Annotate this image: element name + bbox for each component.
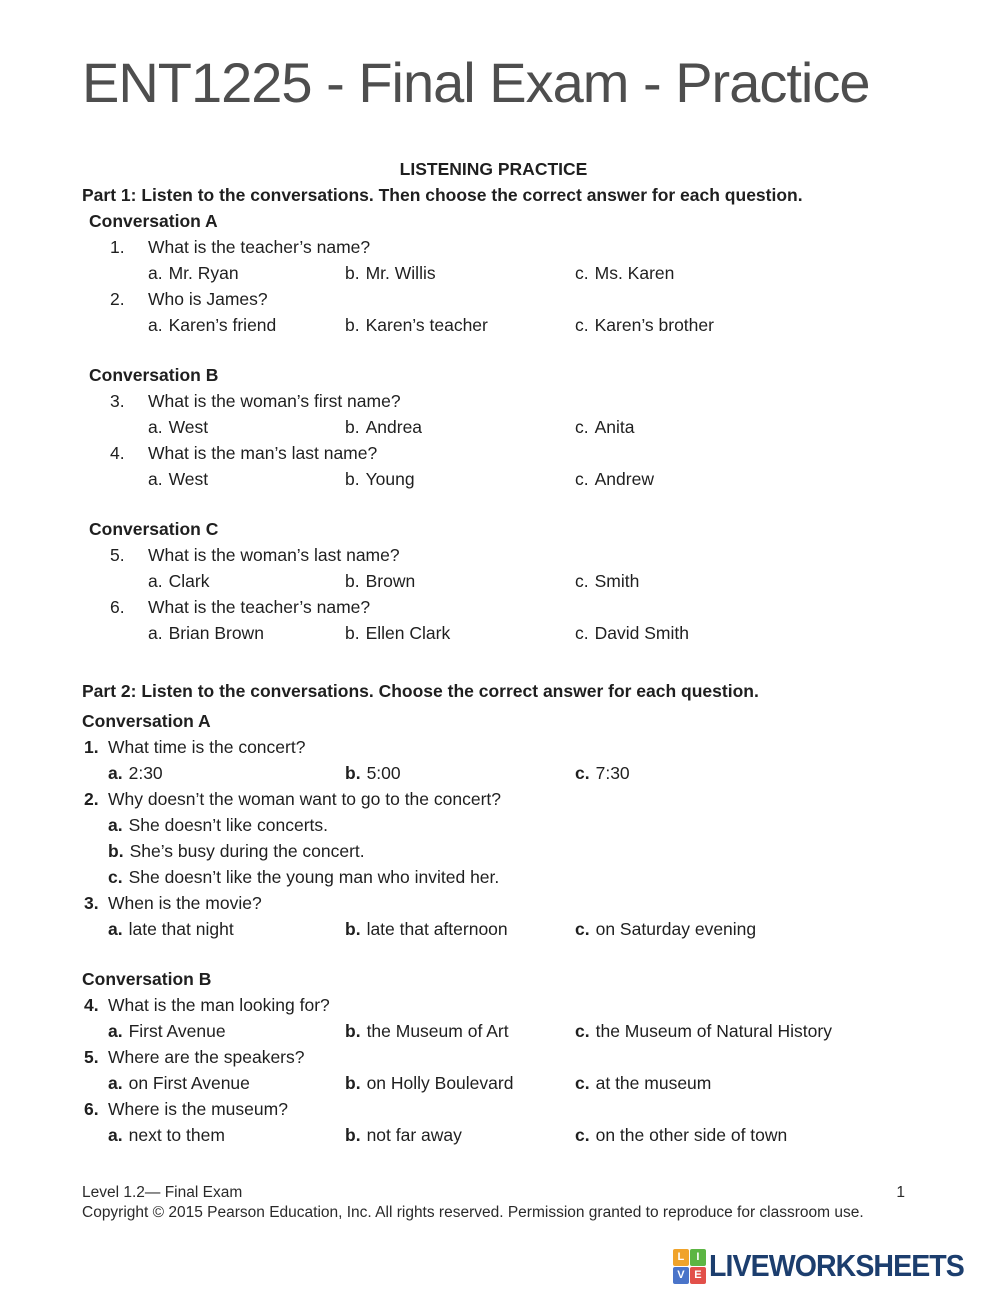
question-line — [82, 890, 905, 916]
option-text: Clark — [168, 571, 210, 591]
conversation-section — [82, 208, 905, 338]
option-text: She doesn’t like the young man who invited her. — [128, 867, 500, 887]
option-text: at the museum — [595, 1073, 712, 1093]
options-row — [82, 760, 905, 786]
option-text: the Museum of Art — [366, 1021, 509, 1041]
option-letter: c. — [575, 1021, 590, 1041]
question-number: 3. — [84, 893, 99, 913]
question — [82, 992, 905, 1044]
question-number: 1. — [84, 737, 99, 757]
question-text: What is the man’s last name? — [148, 443, 378, 463]
question — [82, 440, 905, 492]
logo-text: LIVEWORKSHEETS — [708, 1248, 964, 1283]
listening-practice-heading: LISTENING PRACTICE — [399, 159, 588, 179]
option-text: Karen’s teacher — [365, 315, 488, 335]
options-row — [82, 1018, 905, 1044]
option-text: First Avenue — [128, 1021, 226, 1041]
conversation-section — [82, 708, 905, 942]
option-letter: b. — [108, 841, 124, 861]
conversation-section — [82, 362, 905, 492]
options-row — [82, 1070, 905, 1096]
option-letter: c. — [575, 919, 590, 939]
answer-option[interactable] — [575, 414, 635, 440]
answer-option[interactable] — [575, 760, 630, 786]
question-line — [82, 1044, 905, 1070]
option-text: 7:30 — [595, 763, 630, 783]
option-text: David Smith — [594, 623, 689, 643]
part-section-1 — [82, 182, 905, 646]
option-text: late that night — [128, 919, 234, 939]
option-letter: c. — [575, 263, 589, 283]
question-text: What is the woman’s last name? — [148, 545, 400, 565]
question-line — [82, 388, 905, 414]
question-text: When is the movie? — [108, 893, 262, 913]
option-text: She’s busy during the concert. — [129, 841, 365, 861]
question-line — [82, 286, 905, 312]
option-letter: a. — [108, 763, 123, 783]
option-letter: c. — [575, 417, 589, 437]
question — [82, 734, 905, 786]
liveworksheets-logo[interactable] — [673, 1248, 986, 1284]
question — [82, 594, 905, 646]
answer-option[interactable] — [345, 414, 575, 440]
option-letter: a. — [148, 315, 163, 335]
option-text: late that afternoon — [366, 919, 508, 939]
answer-option[interactable] — [575, 466, 654, 492]
question — [82, 786, 905, 890]
question — [82, 1096, 905, 1148]
options-row — [82, 1122, 905, 1148]
option-text: Brian Brown — [168, 623, 264, 643]
question — [82, 286, 905, 338]
worksheet-content — [82, 52, 905, 1148]
question-line — [82, 594, 905, 620]
answer-option[interactable] — [575, 312, 714, 338]
options-row — [82, 466, 905, 492]
option-letter: c. — [575, 1125, 590, 1145]
options-row — [82, 260, 905, 286]
options-row — [82, 568, 905, 594]
question-number: 1. — [110, 237, 125, 257]
option-text: Anita — [594, 417, 635, 437]
answer-option[interactable] — [148, 466, 345, 492]
question-number: 4. — [84, 995, 99, 1015]
footer-page-number: 1 — [896, 1184, 905, 1201]
question — [82, 388, 905, 440]
option-letter: c. — [108, 867, 123, 887]
option-text: not far away — [366, 1125, 462, 1145]
options-row — [82, 312, 905, 338]
option-text: on Holly Boulevard — [366, 1073, 514, 1093]
question-number: 3. — [110, 391, 125, 411]
option-letter: b. — [345, 315, 360, 335]
answer-option[interactable] — [148, 568, 345, 594]
answer-option[interactable] — [108, 838, 905, 864]
parts-container — [82, 182, 905, 1148]
answer-option[interactable] — [575, 1070, 711, 1096]
option-text: Karen’s friend — [168, 315, 277, 335]
question-line — [82, 1096, 905, 1122]
conversation-title: Conversation A — [89, 211, 218, 231]
answer-option[interactable] — [345, 1122, 575, 1148]
liveworksheets-grid-icon — [673, 1249, 706, 1284]
question-line — [82, 542, 905, 568]
answer-option[interactable] — [345, 260, 575, 286]
option-letter: c. — [575, 469, 589, 489]
option-text: Andrea — [365, 417, 423, 437]
answer-option[interactable] — [108, 760, 345, 786]
question-list — [82, 542, 905, 646]
option-letter: b. — [345, 417, 360, 437]
question-line — [82, 734, 905, 760]
question-text: Where are the speakers? — [108, 1047, 305, 1067]
option-letter: c. — [575, 623, 589, 643]
question-text: What is the teacher’s name? — [148, 597, 371, 617]
option-letter: a. — [108, 1125, 123, 1145]
option-letter: a. — [108, 815, 123, 835]
conversation-title: Conversation C — [89, 519, 219, 539]
footer-copyright: Copyright © 2015 Pearson Education, Inc. All rights reserved. Permission granted to reproduce for classroom use. — [82, 1204, 864, 1221]
option-letter: a. — [108, 919, 123, 939]
option-letter: c. — [575, 571, 589, 591]
option-text: Ellen Clark — [365, 623, 451, 643]
question — [82, 1044, 905, 1096]
answer-option[interactable] — [345, 620, 575, 646]
answer-option[interactable] — [108, 1018, 345, 1044]
options-row — [82, 414, 905, 440]
logo-square-e: E — [690, 1267, 706, 1284]
answer-option[interactable] — [575, 1122, 787, 1148]
question-line — [82, 786, 905, 812]
answer-option[interactable] — [345, 312, 575, 338]
question-number: 5. — [84, 1047, 99, 1067]
question-text: What is the teacher’s name? — [148, 237, 371, 257]
question-list — [82, 734, 905, 942]
answer-option[interactable] — [108, 1070, 345, 1096]
question — [82, 542, 905, 594]
footer-level-text: Level 1.2— Final Exam — [82, 1184, 243, 1201]
question-text: Where is the museum? — [108, 1099, 288, 1119]
option-letter: b. — [345, 469, 360, 489]
option-text: Andrew — [594, 469, 654, 489]
page-footer — [82, 1183, 905, 1223]
answer-option[interactable] — [575, 568, 639, 594]
question — [82, 890, 905, 942]
question-number: 6. — [84, 1099, 99, 1119]
option-text: on the other side of town — [595, 1125, 788, 1145]
option-letter: a. — [148, 417, 163, 437]
option-letter: a. — [148, 623, 163, 643]
option-text: Mr. Willis — [365, 263, 436, 283]
option-text: Karen’s brother — [594, 315, 714, 335]
question — [82, 234, 905, 286]
answer-option[interactable] — [345, 568, 575, 594]
option-letter: a. — [108, 1073, 123, 1093]
logo-square-l: L — [673, 1249, 689, 1266]
question-line — [82, 440, 905, 466]
conversation-title: Conversation B — [82, 969, 212, 989]
answer-option[interactable] — [575, 620, 689, 646]
option-text: Young — [365, 469, 415, 489]
option-text: on Saturday evening — [595, 919, 757, 939]
option-text: West — [168, 469, 209, 489]
option-text: She doesn’t like concerts. — [128, 815, 329, 835]
option-letter: b. — [345, 571, 360, 591]
options-row — [82, 812, 905, 890]
question-line — [82, 992, 905, 1018]
conversation-title: Conversation A — [82, 711, 211, 731]
option-text: 5:00 — [366, 763, 401, 783]
option-text: Brown — [365, 571, 416, 591]
option-letter: b. — [345, 919, 361, 939]
answer-option[interactable] — [345, 760, 575, 786]
option-letter: a. — [108, 1021, 123, 1041]
question-text: What time is the concert? — [108, 737, 306, 757]
answer-option[interactable] — [345, 1018, 575, 1044]
option-text: next to them — [128, 1125, 225, 1145]
option-text: on First Avenue — [128, 1073, 250, 1093]
answer-option[interactable] — [148, 260, 345, 286]
answer-option[interactable] — [148, 414, 345, 440]
part-section-2 — [82, 678, 905, 1148]
answer-option[interactable] — [108, 812, 905, 838]
question-number: 4. — [110, 443, 125, 463]
question-list — [82, 992, 905, 1148]
question-line — [82, 234, 905, 260]
logo-square-v: V — [673, 1267, 689, 1284]
option-letter: a. — [148, 263, 163, 283]
option-letter: a. — [148, 571, 163, 591]
question-number: 5. — [110, 545, 125, 565]
answer-option[interactable] — [345, 1070, 575, 1096]
option-letter: b. — [345, 1073, 361, 1093]
option-letter: b. — [345, 763, 361, 783]
question-text: Who is James? — [148, 289, 268, 309]
option-letter: c. — [575, 1073, 590, 1093]
option-letter: b. — [345, 1021, 361, 1041]
option-letter: c. — [575, 763, 590, 783]
answer-option[interactable] — [345, 466, 575, 492]
answer-option[interactable] — [148, 620, 345, 646]
option-letter: b. — [345, 623, 360, 643]
answer-option[interactable] — [148, 312, 345, 338]
conversation-section — [82, 966, 905, 1148]
footer-line — [82, 1183, 905, 1203]
option-text: Ms. Karen — [594, 263, 675, 283]
question-list — [82, 388, 905, 492]
question-number: 2. — [84, 789, 99, 809]
answer-option[interactable] — [575, 260, 674, 286]
answer-option[interactable] — [575, 916, 756, 942]
logo-square-i: I — [690, 1249, 706, 1266]
conversation-title: Conversation B — [89, 365, 219, 385]
option-letter: b. — [345, 263, 360, 283]
option-text: the Museum of Natural History — [595, 1021, 832, 1041]
answer-option[interactable] — [345, 916, 575, 942]
option-text: Smith — [594, 571, 640, 591]
option-text: Mr. Ryan — [168, 263, 239, 283]
option-text: 2:30 — [128, 763, 163, 783]
part-heading: Part 2: Listen to the conversations. Choose the correct answer for each question. — [82, 681, 759, 701]
options-row — [82, 916, 905, 942]
answer-option[interactable] — [108, 916, 345, 942]
question-text: What is the man looking for? — [108, 995, 330, 1015]
option-text: West — [168, 417, 209, 437]
conversation-section — [82, 516, 905, 646]
option-letter: c. — [575, 315, 589, 335]
question-list — [82, 234, 905, 338]
question-text: Why doesn’t the woman want to go to the concert? — [108, 789, 501, 809]
answer-option[interactable] — [575, 1018, 832, 1044]
option-letter: b. — [345, 1125, 361, 1145]
option-letter: a. — [148, 469, 163, 489]
answer-option[interactable] — [108, 864, 905, 890]
answer-option[interactable] — [108, 1122, 345, 1148]
part-heading: Part 1: Listen to the conversations. Then choose the correct answer for each question. — [82, 185, 803, 205]
question-number: 6. — [110, 597, 125, 617]
question-number: 2. — [110, 289, 125, 309]
question-text: What is the woman’s first name? — [148, 391, 401, 411]
document-title: ENT1225 - Final Exam - Practice — [82, 51, 870, 114]
options-row — [82, 620, 905, 646]
